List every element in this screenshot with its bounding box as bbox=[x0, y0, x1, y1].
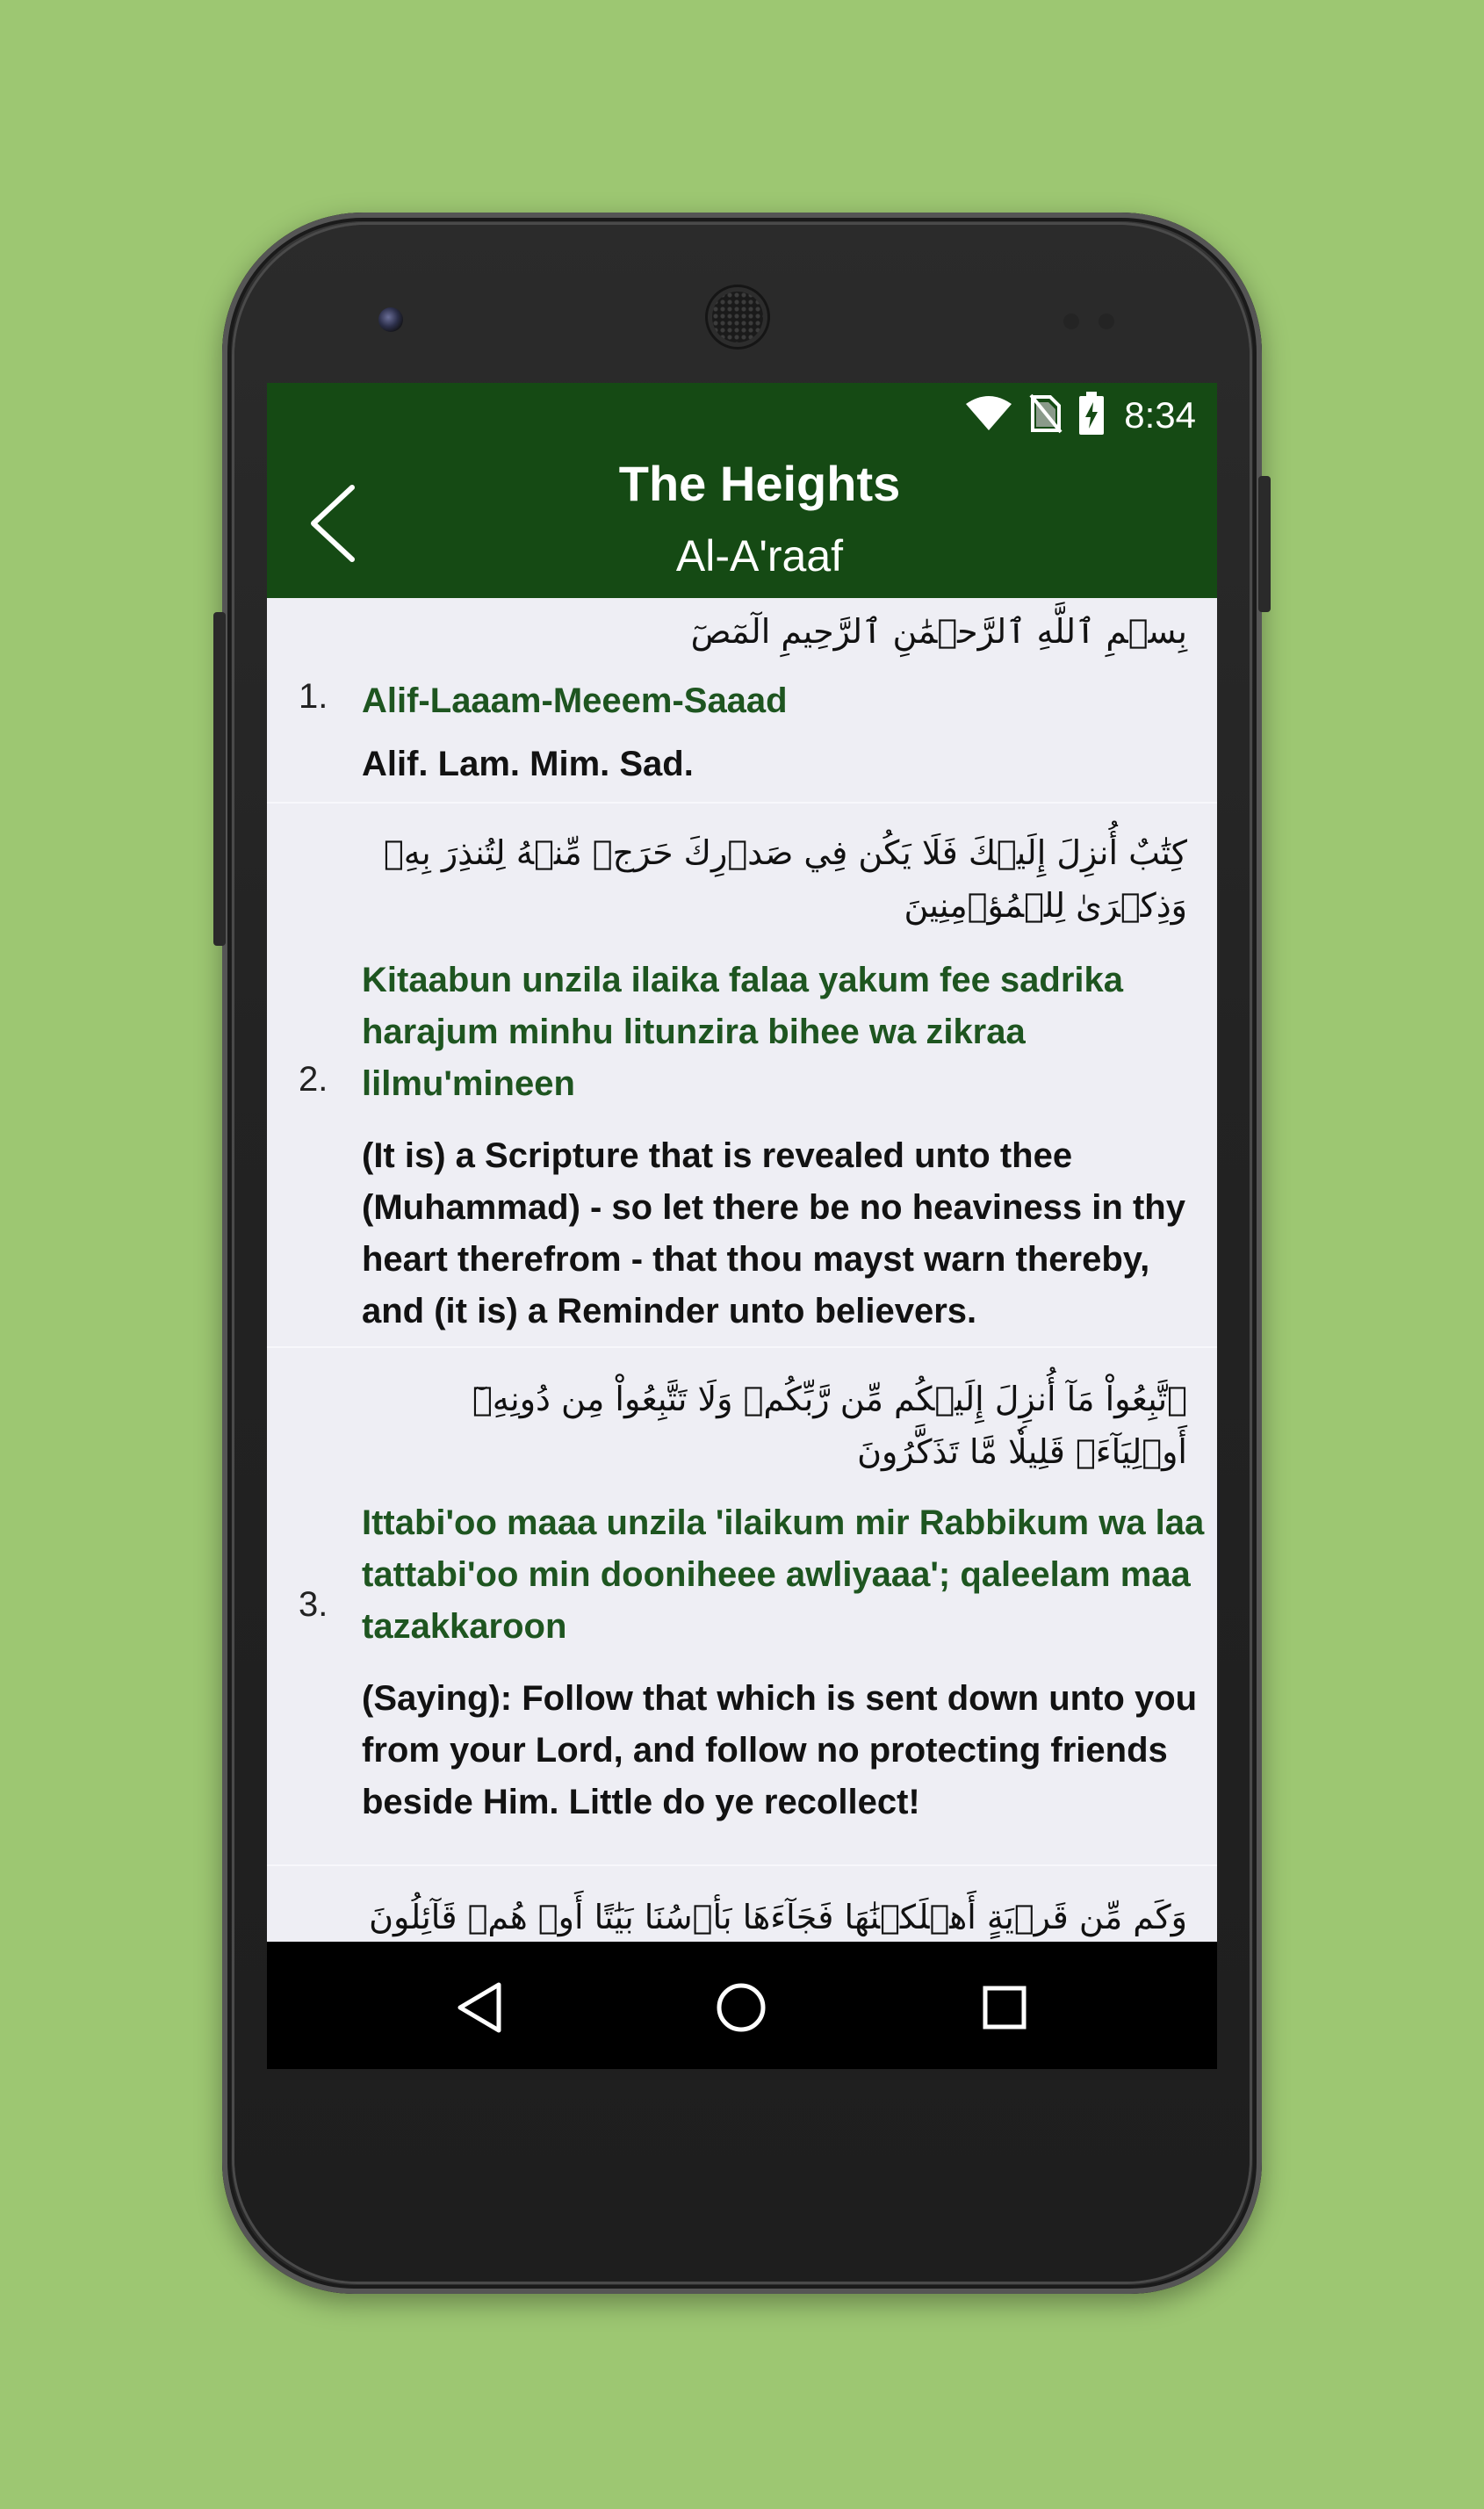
verse-list[interactable] bbox=[267, 598, 1217, 1942]
page-subtitle: Al-A'raaf bbox=[675, 531, 844, 580]
no-sim-icon bbox=[1029, 393, 1063, 438]
nav-recents-button[interactable] bbox=[969, 1972, 1040, 2043]
back-triangle-icon bbox=[453, 1979, 506, 2036]
verse-transliteration: Ittabi'oo maaa unzila 'ilaikum mir Rabbikum wa laa tattabi'oo min dooniheee awliyaaa'; qaleelam maa tazakkaroon bbox=[362, 1503, 1205, 1646]
verse-item-3[interactable] bbox=[267, 1346, 1217, 1866]
status-bar bbox=[267, 383, 1217, 449]
nav-back-button[interactable] bbox=[444, 1972, 515, 2043]
verse-translation: Alif. Lam. Mim. Sad. bbox=[362, 745, 694, 783]
wifi-icon bbox=[964, 395, 1013, 436]
verse-arabic: كِتَٰبٌ أُنزِلَ إِلَيۡكَ فَلَا يَكُن فِي صَدۡرِكَ حَرَجٞ مِّنۡهُ لِتُنذِرَ بِهِۦ وَذِكۡرَىٰ لِلۡمُؤۡمِنِينَ bbox=[383, 833, 1187, 925]
navigation-bar bbox=[267, 1942, 1217, 2069]
phone-screen bbox=[267, 383, 1217, 2069]
verse-arabic: وَكَم مِّن قَرۡيَةٍ أَهۡلَكۡنَٰهَا فَجَآءَهَا بَأۡسُنَا بَيَٰتًا أَوۡ هُمۡ قَآئِلُونَ bbox=[369, 1898, 1187, 1936]
verse-number: 2. bbox=[299, 1060, 328, 1099]
verse-item-2[interactable] bbox=[267, 802, 1217, 1348]
status-time: 8:34 bbox=[1124, 394, 1196, 436]
verse-arabic: بِسۡمِ ٱللَّهِ ٱلرَّحۡمَٰنِ ٱلرَّحِيمِ الٓمٓصٓ bbox=[690, 612, 1187, 651]
verse-item-4[interactable] bbox=[267, 1864, 1217, 1942]
page-title: The Heights bbox=[618, 456, 901, 511]
front-camera bbox=[378, 307, 403, 332]
power-button bbox=[1258, 476, 1271, 612]
proximity-sensor bbox=[1063, 314, 1079, 329]
earpiece-speaker bbox=[712, 292, 763, 342]
volume-button bbox=[213, 612, 226, 946]
verse-translation: (Saying): Follow that which is sent down unto you from your Lord, and follow no protecting friends beside Him. Little do ye recollect! bbox=[362, 1679, 1198, 1821]
light-sensor bbox=[1099, 314, 1114, 329]
nav-home-button[interactable] bbox=[706, 1972, 776, 2043]
recents-square-icon bbox=[978, 1981, 1031, 2034]
battery-charging-icon bbox=[1078, 392, 1105, 440]
status-icons bbox=[964, 393, 1196, 437]
app-header bbox=[267, 383, 1217, 598]
verse-number: 1. bbox=[299, 677, 328, 716]
verse-transliteration: Kitaabun unzila ilaika falaa yakum fee sadrika harajum minhu litunzira bihee wa zikraa lilmu'mineen bbox=[362, 961, 1124, 1103]
verse-translation: (It is) a Scripture that is revealed unto thee (Muhammad) - so let there be no heaviness in thy heart therefrom - that thou mayst warn thereby, and (it is) a Reminder unto believers. bbox=[362, 1136, 1185, 1330]
verse-arabic: ٱتَّبِعُواْ مَآ أُنزِلَ إِلَيۡكُم مِّن رَّبِّكُمۡ وَلَا تَتَّبِعُواْ مِن دُونِهِۦٓ أَوۡلِيَآءَۗ قَلِيلٗا مَّا تَذَكَّرُونَ bbox=[472, 1380, 1187, 1471]
verse-transliteration: Alif-Laaam-Meeem-Saaad bbox=[362, 681, 788, 720]
verse-number: 3. bbox=[299, 1585, 328, 1624]
home-circle-icon bbox=[713, 1979, 769, 2036]
verse-item-1[interactable] bbox=[267, 598, 1217, 802]
